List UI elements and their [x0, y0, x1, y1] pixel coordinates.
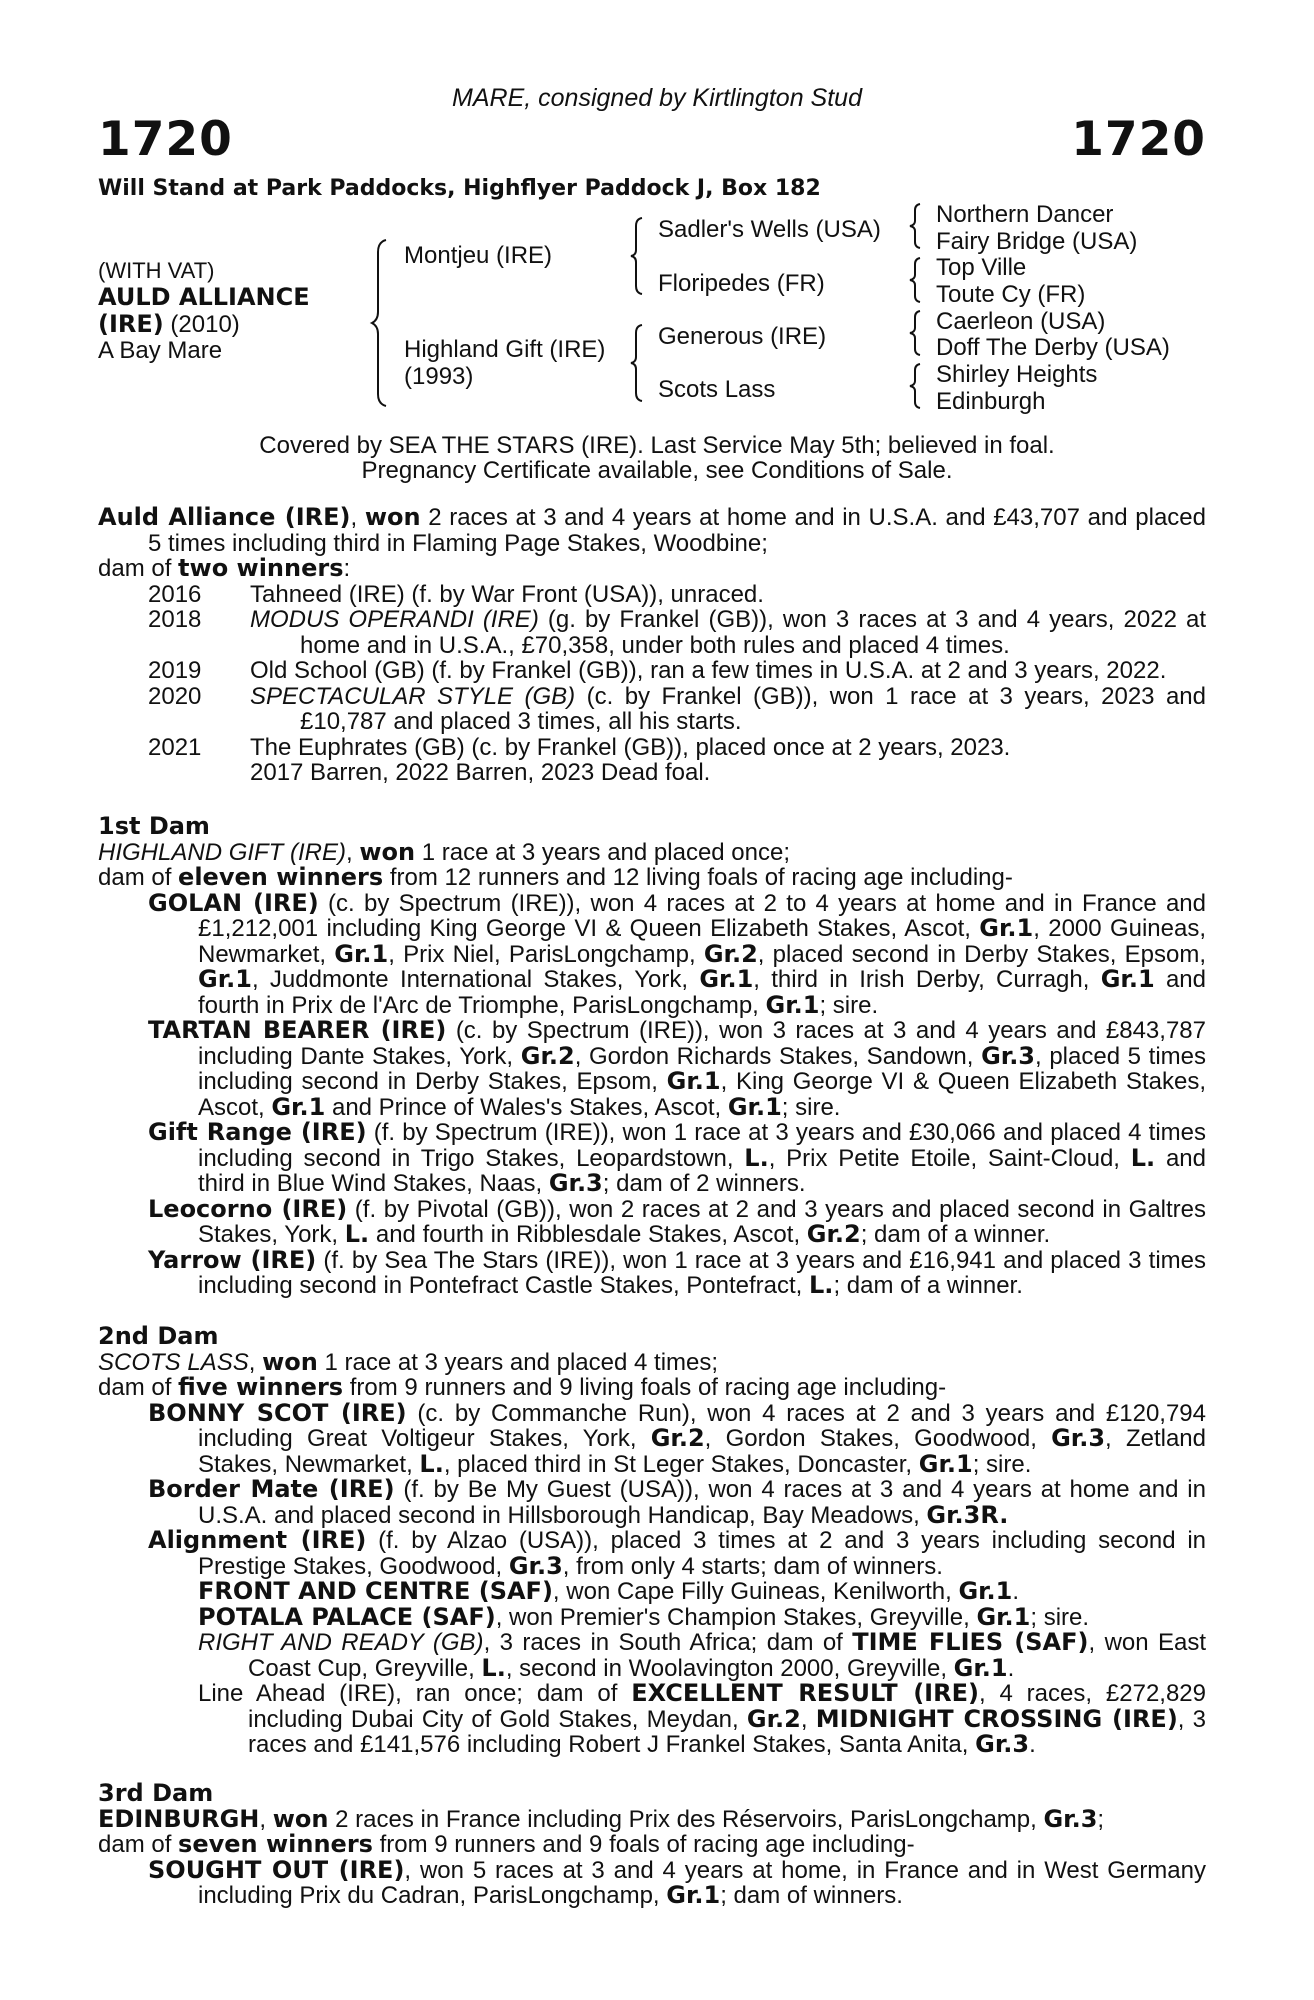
grade-label: Gr.1: [979, 914, 1034, 942]
dam-of-line: [98, 1375, 1206, 1401]
progeny-name: TARTAN BEARER (IRE): [148, 1016, 447, 1044]
progeny-text: Old School (GB) (f. by Frankel (GB)), ran a few times in U.S.A. at 2 and 3 years, 2022.: [250, 657, 1167, 684]
progeny-name: GOLAN (IRE): [148, 888, 319, 917]
text-fragment: 2 races in France including Prix des Réservoirs, ParisLongchamp,: [328, 1805, 1044, 1833]
progeny-entry: [98, 1018, 1206, 1120]
progeny-name: FRONT AND CENTRE (SAF): [198, 1577, 553, 1605]
grand-progeny-entry: RIGHT AND READY (GB), 3 races in South Africa; dam of TIME FLIES (SAF), won East Coast Cup, Greyville, L., second in Woolavington 2000, Greyville, Gr.1.: [198, 1628, 1207, 1682]
ped-g7: Shirley Heights: [936, 361, 1098, 388]
dam-year: (1993): [404, 363, 474, 390]
dam-summary: HIGHLAND GIFT (IRE), won 1 race at 3 years and placed once;: [98, 837, 791, 866]
text-fragment: (f. by Be My Guest (USA)), won 4 races at 3 and 4 years at home and in U.S.A. and placed second in Hillsborough Handicap, Bay Meadows,: [198, 1476, 1206, 1529]
grade-label: L.: [344, 1220, 370, 1248]
won-word: won: [272, 1804, 329, 1833]
ped-g2: Fairy Bridge (USA): [936, 228, 1138, 255]
first-dam-section: [98, 814, 1206, 1299]
progeny-row: [98, 684, 1206, 735]
progeny-year: 2020: [148, 682, 202, 710]
grade-label: Gr.1: [334, 939, 389, 968]
text-fragment: (f. by Alzao (USA)), placed 3 times at 2 and 3 years including second in Prestige Stakes, Goodwood,: [198, 1527, 1206, 1580]
grade-label: Gr.1: [976, 1602, 1031, 1631]
winners-count: five winners: [178, 1373, 344, 1401]
progeny-row: [98, 735, 1206, 761]
progeny-text: Tahneed (IRE) (f. by War Front (USA)), unraced.: [250, 580, 764, 608]
progeny-entry: [98, 1398, 1206, 1478]
grand-progeny-entry: Line Ahead (IRE), ran once; dam of EXCELLENT RESULT (IRE), 4 races, £272,829 including Dubai City of Gold Stakes, Meydan, Gr.2, MIDNIGHT CROSSING (IRE), 3 races and £141,576 including Robert J Frankel Stakes, Santa Anita, Gr.3.: [198, 1679, 1207, 1758]
lot-number-right: 1720: [1071, 112, 1206, 167]
grade-label: Gr.1: [666, 1881, 721, 1909]
dam-dam: Scots Lass: [658, 376, 776, 403]
pedigree-bracket-g4: [908, 362, 922, 410]
horse-suffix-line: [98, 310, 240, 339]
cover-line-2: Pregnancy Certificate available, see Conditions of Sale.: [361, 457, 953, 484]
grade-label: Gr.1: [918, 1449, 973, 1478]
text-fragment: (f. by Sea The Stars (IRE)), won 1 race at 3 years and £16,941 and placed 3 times including second in Pontefract Castle Stakes, Pontefract,: [198, 1246, 1206, 1299]
progeny-row: [98, 658, 1206, 684]
sire: Montjeu (IRE): [404, 242, 553, 269]
text-fragment: from 9 runners and 9 living foals of racing age including-: [343, 1374, 947, 1401]
progeny-name: Gift Range (IRE): [148, 1118, 367, 1146]
grade-label: Gr.1: [271, 1092, 326, 1121]
progeny-row: [98, 607, 1206, 658]
ped-g5: Caerleon (USA): [936, 308, 1106, 335]
progeny-year: 2021: [148, 733, 202, 761]
grade-label: Gr.1: [1100, 965, 1155, 993]
section-heading: 2nd Dam: [98, 1322, 219, 1350]
winners-count: eleven winners: [178, 863, 384, 891]
text-fragment: TIME FLIES (SAF): [852, 1628, 1089, 1656]
text-fragment: , King George VI & Queen Elizabeth Stakes, Ascot,: [198, 1068, 1206, 1121]
progeny-text: The Euphrates (GB) (c. by Frankel (GB)), placed once at 2 years, 2023.: [250, 733, 1011, 761]
grade-label: Gr.2: [746, 1704, 801, 1733]
progeny-entry: [98, 1245, 1206, 1299]
text-fragment: (c. by Spectrum (IRE)), won 4 races at 2 to 4 years at home and in France and £1,212,001 including King George VI & Queen Elizabeth Stakes, Ascot,: [198, 889, 1207, 942]
dam-summary: SCOTS LASS, won 1 race at 3 years and placed 4 times;: [98, 1347, 719, 1376]
sire-sire: Sadler's Wells (USA): [658, 216, 881, 243]
dam-summary: EDINBURGH, won 2 races in France including Prix des Réservoirs, ParisLongchamp, Gr.3;: [98, 1804, 1105, 1833]
grade-label: Gr.1: [699, 965, 754, 993]
grade-label: Gr.1: [727, 1092, 782, 1121]
grade-label: Gr.3: [548, 1169, 603, 1197]
text-fragment: ; sire.: [972, 1450, 1032, 1478]
grade-label: Gr.2: [650, 1424, 705, 1452]
text-fragment: , Prix Niel, ParisLongchamp,: [388, 940, 704, 968]
section-heading: 3rd Dam: [98, 1779, 214, 1807]
text-fragment: ; dam of a winner.: [833, 1272, 1023, 1299]
text-fragment: (f. by Spectrum (IRE)), won 1 race at 3 years and £30,066 and placed 4 times including second in Trigo Stakes, Leopardstown,: [198, 1119, 1206, 1172]
text-fragment: , placed third in St Leger Stakes, Doncaster,: [443, 1450, 919, 1478]
text-fragment: , 3 races and £141,576 including Robert J Frankel Stakes, Santa Anita,: [248, 1705, 1207, 1758]
winners-count: seven winners: [178, 1830, 373, 1858]
ped-g6: Doff The Derby (USA): [936, 334, 1170, 361]
ped-g8: Edinburgh: [936, 388, 1046, 415]
intro-text: 2 races at 3 and 4 years at home and in U.S.A. and £43,707 and placed 5 times including third in Flaming Page Stakes, Woodbine;: [148, 504, 1206, 557]
ped-g3: Top Ville: [936, 254, 1027, 281]
progeny-entry: [98, 1855, 1206, 1909]
horse-suffix: (IRE): [98, 310, 164, 338]
progeny-name: POTALA PALACE (SAF): [198, 1602, 496, 1631]
grade-label: Gr.3: [508, 1551, 563, 1580]
horse-name-line: [98, 283, 310, 311]
text-fragment: ; sire.: [819, 991, 879, 1019]
text-fragment: ;: [1097, 1805, 1105, 1833]
grade-label: Gr.1: [198, 965, 252, 993]
text-fragment: Line Ahead (IRE), ran once; dam of: [198, 1680, 632, 1707]
text-fragment: ; sire.: [1030, 1603, 1090, 1631]
text-fragment: , placed second in Derby Stakes, Epsom,: [757, 940, 1206, 968]
cover-line-1: Covered by SEA THE STARS (IRE). Last Service May 5th; believed in foal.: [259, 432, 1055, 459]
progeny-name: BONNY SCOT (IRE): [148, 1398, 407, 1427]
intro-dam-of: [98, 556, 1206, 582]
pedigree-bracket-sire: [630, 216, 644, 296]
progeny-entry: [98, 1194, 1207, 1248]
progeny-entry: [98, 1528, 1206, 1579]
progeny-detail: (g. by Frankel (GB)), won 3 races at 3 and 4 years, 2022 at home and in U.S.A., £70,358, under both rules and placed 4 times.: [300, 606, 1206, 659]
dam-sire: Generous (IRE): [658, 323, 827, 350]
text-fragment: dam of: [98, 1831, 179, 1858]
grand-progeny-entry: [98, 1602, 1206, 1631]
produce-record: [98, 505, 1206, 786]
grade-label: Gr.3: [1043, 1804, 1098, 1833]
text-fragment: and fourth in Ribblesdale Stakes, Ascot,: [369, 1221, 807, 1248]
section-heading: 1st Dam: [98, 812, 210, 840]
dam: Highland Gift (IRE): [404, 336, 606, 363]
text-fragment: and third in Blue Wind Stakes, Naas,: [198, 1144, 1206, 1197]
text-fragment: , Juddmonte International Stakes, York,: [251, 966, 700, 993]
dam-text: 1 race at 3 years and placed once;: [415, 838, 791, 866]
ped-g1: Northern Dancer: [936, 201, 1114, 228]
dam-of-line: [98, 1832, 1206, 1858]
grade-label: L.: [1130, 1143, 1156, 1172]
grade-label: Gr.3R.: [926, 1500, 1009, 1529]
grade-label: Gr.3: [981, 1041, 1036, 1070]
pedigree-bracket-g3: [908, 309, 922, 357]
grade-label: L.: [419, 1449, 444, 1478]
text-fragment: ; dam of 2 winners.: [602, 1170, 806, 1197]
text-fragment: and Prince of Wales's Stakes, Ascot,: [325, 1093, 728, 1121]
grade-label: Gr.3: [975, 1730, 1030, 1758]
grade-label: Gr.1: [953, 1653, 1008, 1682]
progeny-year: 2016: [148, 580, 202, 608]
pedigree-bracket-g1: [908, 202, 922, 250]
progeny-name: Border Mate (IRE): [148, 1475, 395, 1503]
progeny-year: 2018: [148, 606, 202, 633]
colon: :: [343, 555, 351, 582]
progeny-name: Yarrow (IRE): [148, 1245, 317, 1274]
progeny-entry: [98, 1120, 1206, 1197]
progeny-detail: (c. by Frankel (GB)), won 1 race at 3 years, 2023 and £10,787 and placed 3 times, all his starts.: [300, 682, 1206, 735]
text-fragment: dam of: [98, 1374, 179, 1401]
dam-of-label: dam of: [98, 864, 179, 891]
progeny-name: Alignment (IRE): [148, 1526, 367, 1554]
text-fragment: (f. by Pivotal (GB)), won 2 races at 2 and 3 years and placed second in Galtres Stakes, York,: [198, 1195, 1207, 1248]
text-fragment: , won Cape Filly Guineas, Kenilworth,: [552, 1578, 959, 1605]
text-fragment: , 4 races, £272,829 including Dubai City of Gold Stakes, Meydan,: [248, 1680, 1206, 1733]
text-fragment: from 9 runners and 9 foals of racing age including-: [372, 1831, 915, 1858]
mare-name: Auld Alliance (IRE): [98, 503, 351, 531]
text-fragment: , 2000 Guineas, Newmarket,: [198, 915, 1207, 968]
progeny-row: [98, 582, 1206, 608]
pedigree-bracket-main: [370, 238, 390, 408]
third-dam-section: [98, 1781, 1206, 1909]
winners-count: two winners: [178, 554, 344, 582]
stand-location: Will Stand at Park Paddocks, Highflyer Paddock J, Box 182: [98, 176, 821, 201]
text-fragment: , placed 5 times including second in Derby Stakes, Epsom,: [198, 1042, 1207, 1095]
text-fragment: , won East Coast Cup, Greyville,: [248, 1629, 1207, 1682]
progeny-entry: [98, 888, 1207, 1019]
text-fragment: EXCELLENT RESULT (IRE): [631, 1679, 979, 1707]
won-word: won: [359, 837, 416, 866]
text-fragment: ; dam of winners.: [720, 1882, 903, 1909]
grand-progeny-entry: FRONT AND CENTRE (SAF), won Cape Filly Guineas, Kenilworth, Gr.1.: [198, 1577, 1020, 1605]
won-word: won: [364, 503, 421, 531]
text-fragment: MIDNIGHT CROSSING (IRE): [815, 1704, 1178, 1733]
text-fragment: , from only 4 starts; dam of winners.: [562, 1552, 943, 1580]
progeny-name: RIGHT AND READY (GB): [198, 1629, 484, 1656]
grade-label: Gr.1: [765, 990, 820, 1019]
text-fragment: , third in Irish Derby, Curragh,: [753, 966, 1101, 993]
dam-name: HIGHLAND GIFT (IRE): [98, 838, 347, 866]
dam-of-label: dam of: [98, 555, 179, 582]
grade-label: L.: [809, 1271, 834, 1299]
text-fragment: (c. by Spectrum (IRE)), won 3 races at 3 and 4 years and £843,787 including Dante Stakes, York,: [198, 1017, 1206, 1070]
text-fragment: 1 race at 3 years and placed 4 times;: [317, 1348, 719, 1376]
text-fragment: , won 5 races at 3 and 4 years at home, in France and in West Germany including Prix du Cadran, ParisLongchamp,: [198, 1856, 1206, 1909]
dam-name: EDINBURGH: [98, 1804, 260, 1833]
pedigree-bracket-dam: [630, 323, 644, 403]
horse-name: AULD ALLIANCE: [98, 283, 310, 311]
progeny-name: SOUGHT OUT (IRE): [148, 1855, 405, 1884]
text-fragment: , second in Woolavington 2000, Greyville,: [505, 1654, 954, 1682]
progeny-entry: [98, 1477, 1206, 1528]
text-fragment: , Zetland Stakes, Newmarket,: [198, 1425, 1206, 1478]
text-fragment: , won Premier's Champion Stakes, Greyville,: [495, 1603, 977, 1631]
text-fragment: ; dam of a winner.: [860, 1221, 1051, 1248]
grade-label: Gr.2: [703, 939, 758, 968]
dam-name: SCOTS LASS: [98, 1348, 249, 1376]
progeny-text: [250, 607, 1206, 658]
text-fragment: ; sire.: [781, 1093, 841, 1121]
grade-label: Gr.2: [520, 1041, 575, 1070]
horse-year: (2010): [163, 311, 240, 338]
progeny-name: SPECTACULAR STYLE (GB): [250, 682, 576, 710]
grade-label: Gr.3: [1051, 1424, 1106, 1452]
text-fragment: , 3 races in South Africa; dam of: [483, 1629, 853, 1656]
progeny-name: Leocorno (IRE): [148, 1194, 348, 1223]
text-fragment: (c. by Commanche Run), won 4 races at 2 and 3 years and £120,794 including Great Voltigeur Stakes, York,: [198, 1399, 1206, 1452]
grade-label: L.: [481, 1653, 506, 1682]
pedigree-bracket-g2: [908, 256, 922, 304]
text-fragment: ,: [800, 1705, 816, 1733]
won-word: won: [262, 1347, 318, 1376]
consignor-line: MARE, consigned by Kirtlington Stud: [452, 84, 862, 112]
text-fragment: , Gordon Stakes, Goodwood,: [704, 1425, 1052, 1452]
horse-description: A Bay Mare: [98, 337, 223, 364]
lot-number-left: 1720: [98, 112, 233, 167]
text-fragment: , Prix Petite Etoile, Saint-Cloud,: [768, 1144, 1131, 1172]
second-dam-section: [98, 1324, 1206, 1758]
progeny-name: MODUS OPERANDI (IRE): [250, 606, 539, 633]
dam-of-line: [98, 865, 1206, 891]
grade-label: Gr.1: [958, 1577, 1013, 1605]
barren-record: 2017 Barren, 2022 Barren, 2023 Dead foal.: [250, 759, 711, 786]
text-fragment: and fourth in Prix de l'Arc de Triomphe, ParisLongchamp,: [198, 966, 1206, 1019]
text-fragment: , Gordon Richards Stakes, Sandown,: [574, 1042, 982, 1070]
intro-paragraph: Auld Alliance (IRE), won 2 races at 3 and 4 years at home and in U.S.A. and £43,707 and placed 5 times including third in Flaming Page Stakes, Woodbine;: [98, 503, 1206, 557]
grade-label: Gr.2: [806, 1220, 861, 1248]
vat-note: (WITH VAT): [98, 258, 215, 283]
dam-of-tail: from 12 runners and 12 living foals of racing age including-: [383, 864, 1013, 891]
progeny-text: [250, 684, 1206, 735]
ped-g4: Toute Cy (FR): [936, 281, 1086, 308]
sire-dam: Floripedes (FR): [658, 270, 825, 297]
grade-label: L.: [744, 1143, 769, 1172]
grade-label: Gr.1: [666, 1067, 721, 1095]
progeny-year: 2019: [148, 657, 202, 684]
